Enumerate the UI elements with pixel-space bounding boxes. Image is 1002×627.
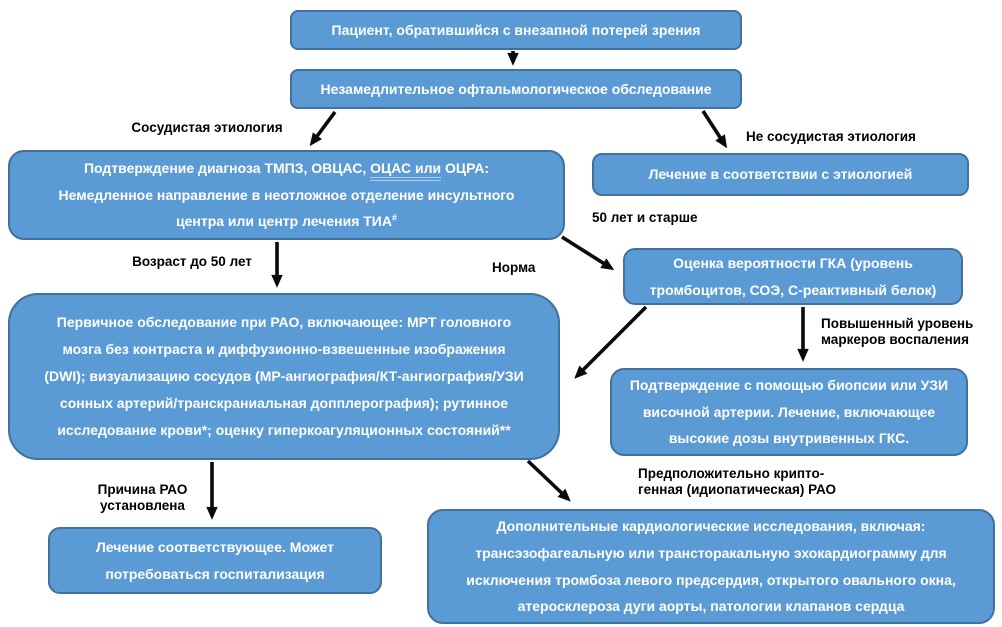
edge-label-non-vascular-etiology: Не сосудистая этиология (746, 129, 916, 144)
arrow-primary-to-cardio (528, 461, 568, 499)
cryptogenic-line2: генная (идиопатическая) РАО (638, 482, 837, 498)
edge-label-vascular-etiology: Сосудистая этиология (131, 120, 283, 135)
confirm-text-pre: Подтверждение диагноза ТМПЗ, ОВЦАС, (83, 159, 371, 176)
edge-label-elevated-inflammation-markers (821, 316, 1001, 348)
arrow-exam-to-confirm (312, 112, 335, 143)
node-additional-cardiology-workup: Дополнительные кардиологические исследования, включая: трансэзофагеальную или трансторакальную эхокардиограмму для исключения тромбоза левого предсердия, открытого овального окна, атеросклероза дуги аорты, патологии клапанов сердца (427, 509, 995, 624)
arrow-gca-to-primary-normal (577, 307, 646, 376)
confirm-text-rest: направление в неотложное отделение инсультного центра или центр лечения ТИА (153, 186, 515, 230)
node-patient-sudden-vision-loss: Пациент, обратившийся с внезапной потерей зрения (290, 10, 742, 50)
cause-found-line1: Причина РАО (97, 482, 188, 497)
node-confirm-diagnosis-stroke-center (8, 150, 565, 240)
confirm-text-bold: Немедленное (58, 186, 154, 203)
node-gca-probability-assessment: Оценка вероятности ГКА (уровень тромбоцитов, СОЭ, С-реактивный белок) (623, 248, 963, 305)
edge-label-cryptogenic-rao (638, 466, 900, 498)
elevated-markers-line1: Повышенный уровень (821, 316, 974, 331)
cause-found-line2: установлена (100, 498, 185, 514)
arrow-exam-to-etiology-treatment (703, 111, 725, 145)
edge-label-normal: Норма (492, 260, 536, 275)
confirm-text-mid: ОЦРА: (441, 159, 490, 176)
node-primary-rao-workup: Первичное обследование при РАО, включающее: МРТ головного мозга без контраста и диффузионно-взвешенные изображения (DWI); визуализацию сосудов (МР-ангиография/КТ-ангиография/УЗИ сонных артерий/транскраниальная допплерография); рутинное исследование крови*; оценку гиперкоагуляционных состояний** (8, 293, 560, 460)
cryptogenic-line1: Предположительно крипто- (638, 466, 825, 481)
confirm-footnote-mark: # (391, 212, 397, 223)
edge-label-age-50-and-older: 50 лет и старше (592, 210, 698, 225)
node-treatment-per-etiology: Лечение в соответствии с этиологией (592, 153, 969, 196)
node-appropriate-treatment-hospitalization: Лечение соответствующее. Может потребоваться госпитализация (48, 527, 382, 594)
edge-label-age-under-50: Возраст до 50 лет (132, 254, 252, 269)
arrow-confirm-to-gca (562, 237, 611, 268)
node-immediate-ophthalmic-exam: Незамедлительное офтальмологическое обследование (290, 69, 742, 109)
confirm-diagnosis-text (34, 155, 539, 236)
elevated-markers-line2: маркеров воспаления (821, 332, 969, 348)
edge-label-rao-cause-established (90, 482, 195, 514)
node-biopsy-confirmation-gks: Подтверждение с помощью биопсии или УЗИ височной артерии. Лечение, включающее высокие дозы внутривенных ГКС. (610, 368, 968, 456)
confirm-text-underlined: ОЦАС или (370, 160, 441, 181)
